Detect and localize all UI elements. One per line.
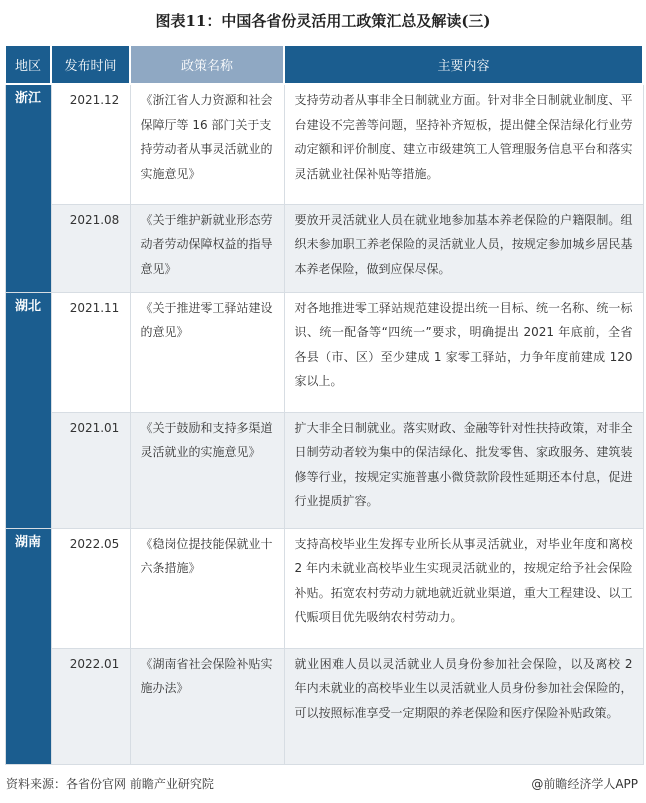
table-row bbox=[5, 648, 643, 764]
date-cell: 2022.01 bbox=[51, 648, 130, 764]
table-row bbox=[5, 204, 643, 292]
content-cell: 就业困难人员以灵活就业人员身份参加社会保险，以及离校 2 年内未就业的高校毕业生以灵活就业人员身份参加社会保险的，可以按照标准享受一定期限的养老保险和医疗保险补贴政策。 bbox=[284, 648, 643, 764]
date-cell: 2021.12 bbox=[51, 84, 130, 204]
region-cell: 湖北 bbox=[5, 292, 51, 528]
table-row bbox=[5, 84, 643, 204]
table-row bbox=[5, 528, 643, 648]
policy-cell: 《湖南省社会保险补贴实施办法》 bbox=[130, 648, 284, 764]
policy-cell: 《浙江省人力资源和社会保障厅等 16 部门关于支持劳动者从事灵活就业的实施意见》 bbox=[130, 84, 284, 204]
content-cell: 支持高校毕业生发挥专业所长从事灵活就业，对毕业年度和离校 2 年内未就业高校毕业生实现灵活就业的，按规定给予社会保险补贴。拓宽农村劳动力就地就近就业渠道，重大工程建设、以工代赈项目优先吸纳农村劳动力。 bbox=[284, 528, 643, 648]
policy-cell: 《稳岗位提技能保就业十六条措施》 bbox=[130, 528, 284, 648]
policy-cell: 《关于鼓励和支持多渠道灵活就业的实施意见》 bbox=[130, 412, 284, 528]
header-content: 主要内容 bbox=[284, 45, 643, 84]
policy-cell: 《关于维护新就业形态劳动者劳动保障权益的指导意见》 bbox=[130, 204, 284, 292]
content-cell: 对各地推进零工驿站规范建设提出统一目标、统一名称、统一标识、统一配备等“四统一”要求，明确提出 2021 年底前，全省各县（市、区）至少建成 1 家零工驿站，力争年度前建成 120 家以上。 bbox=[284, 292, 643, 412]
policy-table bbox=[4, 44, 644, 765]
table-header-row bbox=[5, 45, 643, 84]
chart-title: 图表11：中国各省份灵活用工政策汇总及解读(三) bbox=[155, 12, 491, 30]
table-row bbox=[5, 412, 643, 528]
date-cell: 2021.08 bbox=[51, 204, 130, 292]
region-cell: 湖南 bbox=[5, 528, 51, 764]
date-cell: 2021.11 bbox=[51, 292, 130, 412]
header-date: 发布时间 bbox=[51, 45, 130, 84]
table-row bbox=[5, 292, 643, 412]
date-cell: 2022.05 bbox=[51, 528, 130, 648]
content-cell: 扩大非全日制就业。落实财政、金融等针对性扶持政策，对非全日制劳动者较为集中的保洁绿化、批发零售、家政服务、建筑装修等行业，按规定实施普惠小微贷款阶段性延期还本付息，促进行业提质扩容。 bbox=[284, 412, 643, 528]
date-cell: 2021.01 bbox=[51, 412, 130, 528]
header-region: 地区 bbox=[5, 45, 51, 84]
brand-credit: @前瞻经济学人APP bbox=[531, 777, 638, 791]
header-policy: 政策名称 bbox=[130, 45, 284, 84]
content-cell: 支持劳动者从事非全日制就业方面。针对非全日制就业制度、平台建设不完善等问题，坚持补齐短板，提出健全保洁绿化行业劳动定额和评价制度、建立市级建筑工人管理服务信息平台和落实灵活就业社保补贴等措施。 bbox=[284, 84, 643, 204]
content-cell: 要放开灵活就业人员在就业地参加基本养老保险的户籍限制。组织未参加职工养老保险的灵活就业人员，按规定参加城乡居民基本养老保险，做到应保尽保。 bbox=[284, 204, 643, 292]
source-note: 资料来源：各省份官网 前瞻产业研究院 bbox=[6, 777, 214, 791]
region-cell: 浙江 bbox=[5, 84, 51, 292]
policy-cell: 《关于推进零工驿站建设的意见》 bbox=[130, 292, 284, 412]
